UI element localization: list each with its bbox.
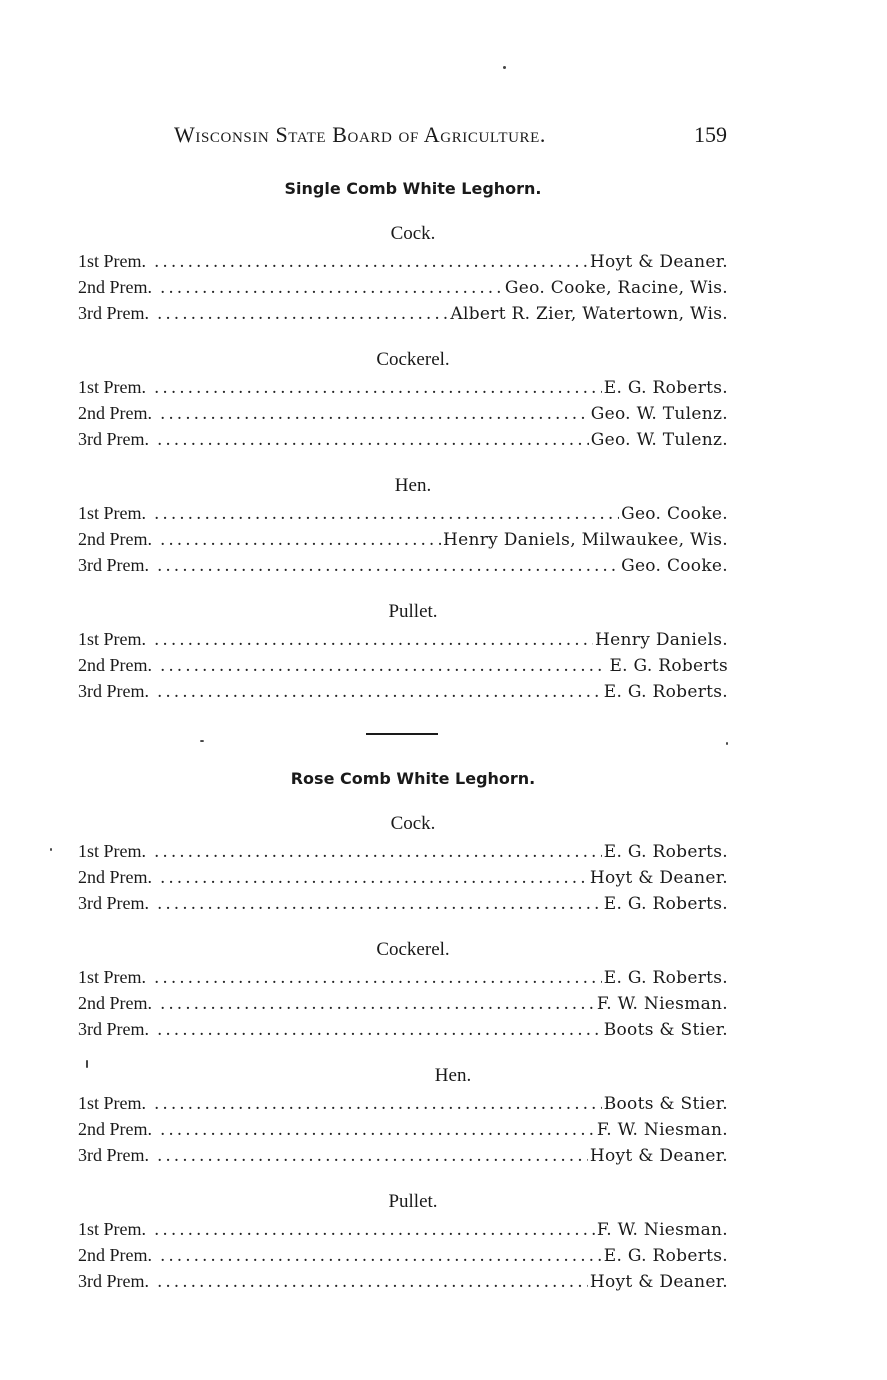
dot-leader xyxy=(157,679,602,705)
award-place: 3rd Prem. xyxy=(78,1145,149,1165)
award-place: 3rd Prem. xyxy=(78,303,149,323)
class-heading-hen: Hen. xyxy=(434,1065,472,1086)
award-place: 1st Prem. xyxy=(78,377,147,397)
dot-leader xyxy=(154,1091,602,1117)
award-place: 3rd Prem. xyxy=(78,555,149,575)
award-place: 1st Prem. xyxy=(78,1093,147,1113)
dot-leader xyxy=(160,275,503,301)
award-entry xyxy=(78,1268,728,1294)
award-winner: Geo. Cooke. xyxy=(621,504,728,524)
class-heading-pullet: Pullet. xyxy=(388,1191,438,1212)
award-entry xyxy=(78,964,728,990)
award-entry xyxy=(78,652,728,678)
award-winner: Henry Daniels. xyxy=(595,630,728,650)
award-place: 2nd Prem. xyxy=(78,1119,152,1139)
award-winner: Geo. W. Tulenz. xyxy=(590,430,728,450)
scan-speck xyxy=(50,848,52,851)
award-entry xyxy=(78,400,728,426)
class-heading-pullet: Pullet. xyxy=(388,601,438,622)
class-heading-cockerel: Cockerel. xyxy=(376,939,450,960)
class-heading-cock: Cock. xyxy=(390,223,436,244)
award-place: 3rd Prem. xyxy=(78,681,149,701)
award-entry xyxy=(78,526,728,552)
dot-leader xyxy=(157,553,619,579)
award-winner: Geo. Cooke, Racine, Wis. xyxy=(504,278,728,298)
page-number: 159 xyxy=(694,122,727,147)
award-entry xyxy=(78,1242,728,1268)
award-place: 3rd Prem. xyxy=(78,1019,149,1039)
section-divider xyxy=(366,733,438,735)
award-place: 1st Prem. xyxy=(78,251,147,271)
award-entry xyxy=(78,864,728,890)
award-place: 1st Prem. xyxy=(78,967,147,987)
award-winner: E. G. Roberts. xyxy=(603,682,728,702)
award-entry xyxy=(78,678,728,704)
award-winner: Hoyt & Deaner. xyxy=(589,1146,728,1166)
award-winner: E. G. Roberts xyxy=(609,656,728,676)
award-winner: Hoyt & Deaner. xyxy=(589,252,728,272)
award-winner: Geo. W. Tulenz. xyxy=(590,404,728,424)
award-entry xyxy=(78,1116,728,1142)
scan-speck xyxy=(86,1060,88,1068)
award-place: 2nd Prem. xyxy=(78,655,152,675)
section-single-comb-white-leghorn xyxy=(78,178,728,704)
award-entry xyxy=(78,838,728,864)
award-entry xyxy=(78,1090,728,1116)
class-heading-hen: Hen. xyxy=(394,475,432,496)
award-entry xyxy=(78,248,728,274)
award-winner: F. W. Niesman. xyxy=(596,994,728,1014)
class-heading-cock: Cock. xyxy=(390,813,436,834)
award-winner: Albert R. Zier, Watertown, Wis. xyxy=(450,304,728,324)
award-place: 1st Prem. xyxy=(78,841,147,861)
dot-leader xyxy=(160,1243,602,1269)
dot-leader xyxy=(160,401,589,427)
scan-speck xyxy=(503,66,506,69)
award-place: 1st Prem. xyxy=(78,1219,147,1239)
award-winner: Hoyt & Deaner. xyxy=(589,868,728,888)
award-winner: E. G. Roberts. xyxy=(603,842,728,862)
award-entry xyxy=(78,890,728,916)
scan-speck xyxy=(726,742,728,745)
award-place: 3rd Prem. xyxy=(78,1271,149,1291)
dot-leader xyxy=(157,427,589,453)
award-entry xyxy=(78,426,728,452)
dot-leader xyxy=(160,865,588,891)
dot-leader xyxy=(157,1269,588,1295)
award-entry xyxy=(78,500,728,526)
dot-leader xyxy=(157,301,448,327)
award-entry xyxy=(78,1216,728,1242)
award-entry xyxy=(78,1142,728,1168)
award-winner: Boots & Stier. xyxy=(603,1020,728,1040)
dot-leader xyxy=(160,991,595,1017)
dot-leader xyxy=(160,1117,595,1143)
award-place: 2nd Prem. xyxy=(78,867,152,887)
dot-leader xyxy=(160,527,441,553)
award-winner: E. G. Roberts. xyxy=(603,1246,728,1266)
dot-leader xyxy=(154,839,602,865)
dot-leader xyxy=(154,501,619,527)
award-entry xyxy=(78,552,728,578)
award-winner: E. G. Roberts. xyxy=(603,968,728,988)
dot-leader xyxy=(154,249,588,275)
award-place: 2nd Prem. xyxy=(78,403,152,423)
page-header xyxy=(0,122,887,152)
award-place: 2nd Prem. xyxy=(78,277,152,297)
dot-leader xyxy=(154,627,593,653)
award-entry xyxy=(78,626,728,652)
dot-leader xyxy=(154,965,602,991)
award-winner: Boots & Stier. xyxy=(603,1094,728,1114)
award-winner: E. G. Roberts. xyxy=(603,378,728,398)
section-title: Rose Comb White Leghorn. xyxy=(290,769,536,788)
award-place: 2nd Prem. xyxy=(78,993,152,1013)
section-rose-comb-white-leghorn xyxy=(78,768,728,1294)
scan-speck xyxy=(200,740,204,742)
dot-leader xyxy=(157,891,602,917)
award-winner: Henry Daniels, Milwaukee, Wis. xyxy=(442,530,728,550)
award-entry xyxy=(78,990,728,1016)
award-place: 3rd Prem. xyxy=(78,429,149,449)
class-heading-cockerel: Cockerel. xyxy=(376,349,450,370)
dot-leader xyxy=(154,375,602,401)
award-entry xyxy=(78,1016,728,1042)
award-place: 2nd Prem. xyxy=(78,529,152,549)
award-place: 1st Prem. xyxy=(78,629,147,649)
award-entry xyxy=(78,274,728,300)
running-title: Wisconsin State Board of Agriculture. xyxy=(174,122,546,147)
section-title: Single Comb White Leghorn. xyxy=(284,179,542,198)
award-winner: F. W. Niesman. xyxy=(596,1120,728,1140)
award-winner: Geo. Cooke. xyxy=(621,556,728,576)
dot-leader xyxy=(157,1143,588,1169)
award-winner: F. W. Niesman. xyxy=(596,1220,728,1240)
dot-leader xyxy=(160,653,607,679)
award-winner: Hoyt & Deaner. xyxy=(589,1272,728,1292)
award-entry xyxy=(78,374,728,400)
dot-leader xyxy=(154,1217,595,1243)
award-winner: E. G. Roberts. xyxy=(603,894,728,914)
dot-leader xyxy=(157,1017,602,1043)
award-place: 2nd Prem. xyxy=(78,1245,152,1265)
award-place: 1st Prem. xyxy=(78,503,147,523)
award-entry xyxy=(78,300,728,326)
award-place: 3rd Prem. xyxy=(78,893,149,913)
